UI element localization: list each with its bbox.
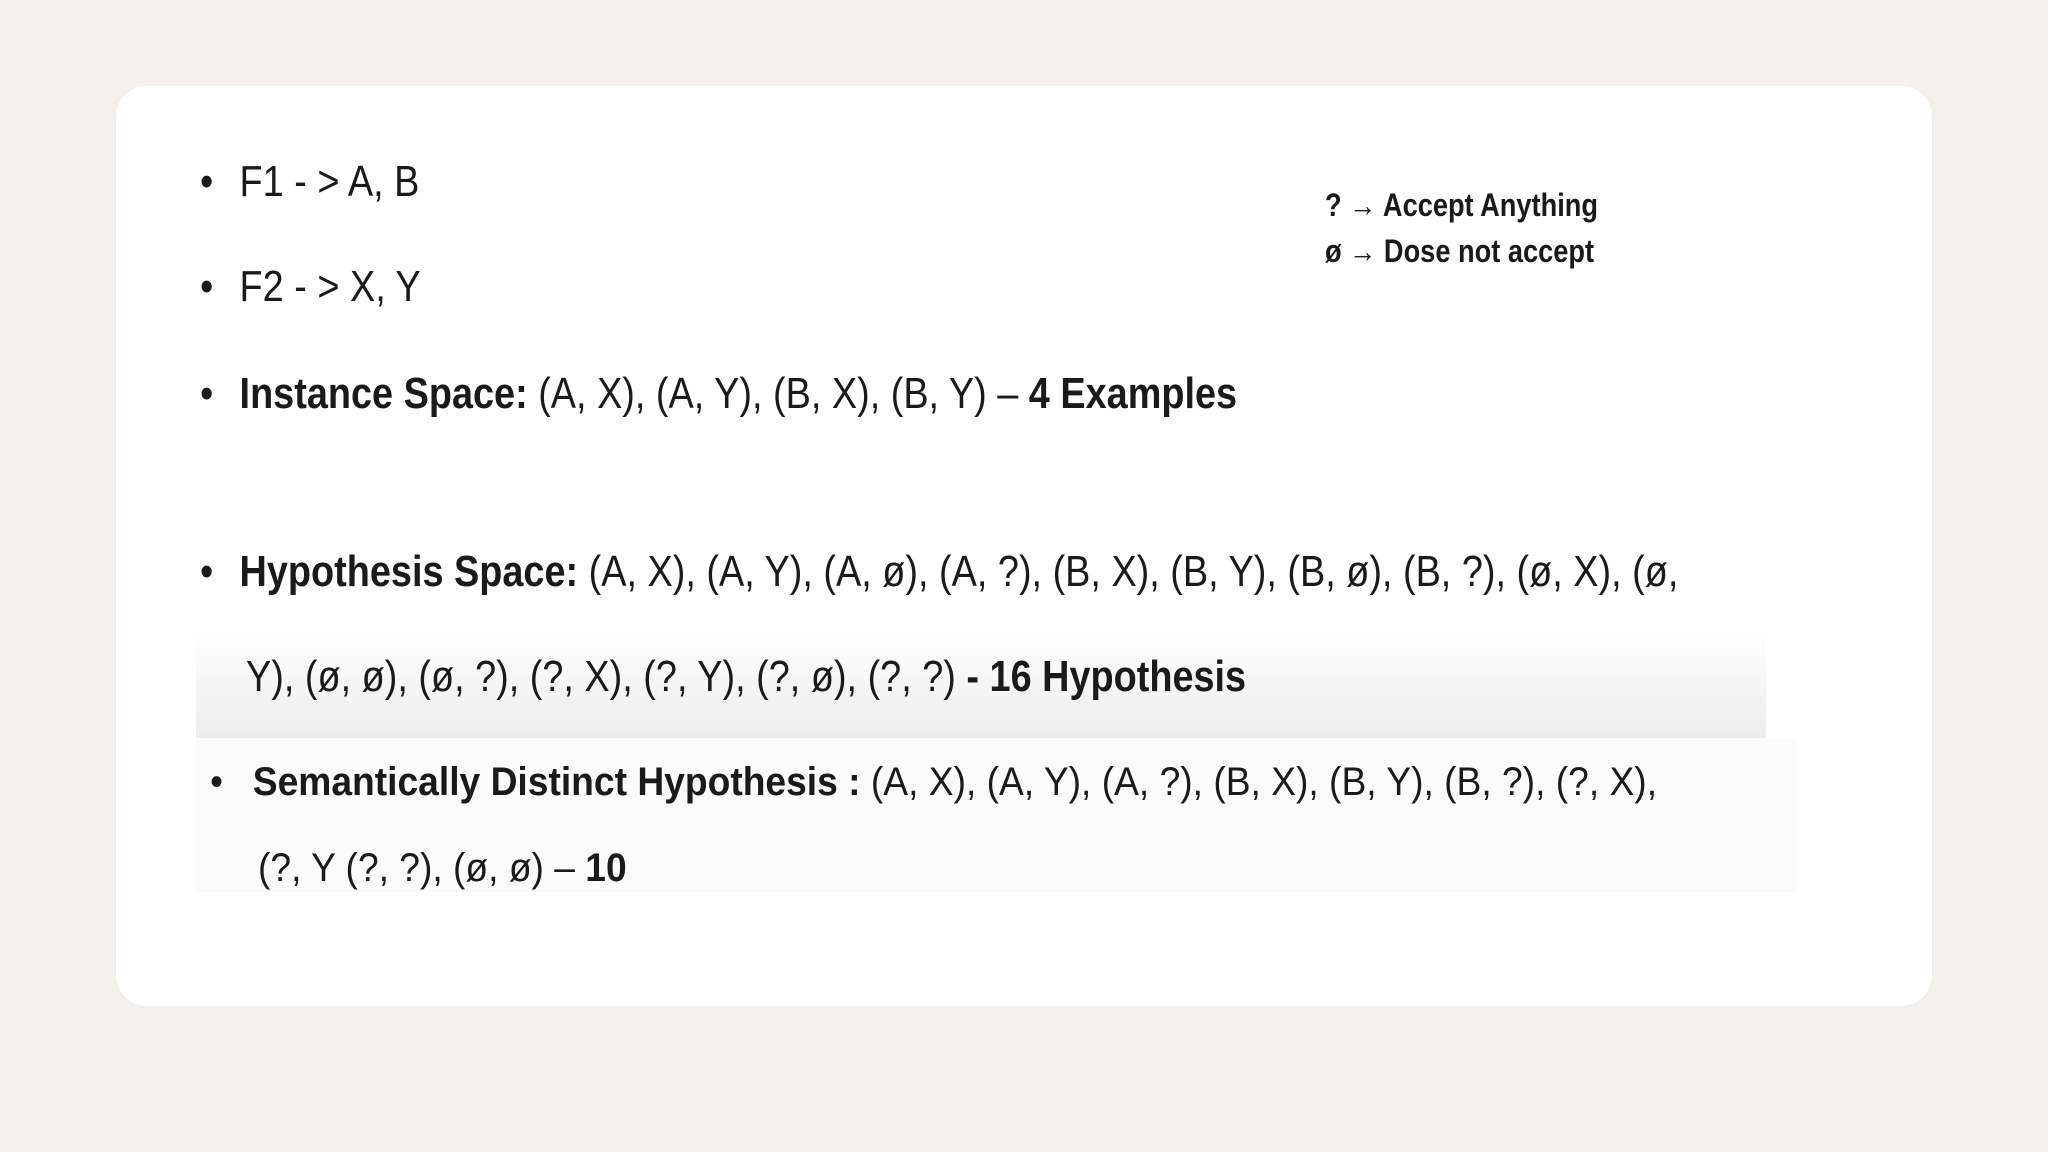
legend-accept-anything xyxy=(1325,182,1598,228)
hypothesis-space-continuation xyxy=(246,652,1247,701)
bullet-dot: • xyxy=(200,157,214,206)
semantic-hypothesis-continuation xyxy=(258,848,627,890)
semantic-hypothesis-label: Semantically Distinct Hypothesis : xyxy=(252,760,861,804)
instance-space-count: 4 Examples xyxy=(1028,369,1238,418)
bullet-semantically-distinct xyxy=(210,762,1657,802)
legend-empty-set-arrow: ø → xyxy=(1325,233,1377,269)
hypothesis-space-values-line1: (A, X), (A, Y), (A, ø), (A, ?), (B, X), (B, Y), (B, ø), (B, ?), (ø, X), (ø, xyxy=(578,547,1679,596)
legend-does-not-accept xyxy=(1325,228,1598,274)
symbol-legend xyxy=(1325,182,1598,274)
legend-not-accept-text: Dose not accept xyxy=(1383,233,1595,269)
bullet-instance-space xyxy=(200,369,1238,418)
f2-text: F2 - > X, Y xyxy=(239,262,421,311)
bullet-dot: • xyxy=(210,760,224,804)
legend-question-arrow: ? → xyxy=(1325,187,1377,223)
semantic-hypothesis-values-line2: (?, Y (?, ?), (ø, ø) – xyxy=(258,848,586,890)
bullet-f2 xyxy=(200,262,421,311)
instance-space-values: (A, X), (A, Y), (B, X), (B, Y) – xyxy=(527,369,1029,418)
bullet-dot: • xyxy=(200,547,214,596)
instance-space-label: Instance Space: xyxy=(239,369,528,418)
hypothesis-space-values-line2: Y), (ø, ø), (ø, ?), (?, X), (?, Y), (?, ø), (?, ?) xyxy=(246,652,967,701)
bullet-dot: • xyxy=(200,262,214,311)
f1-text: F1 - > A, B xyxy=(239,157,420,206)
bullet-dot: • xyxy=(200,369,214,418)
hypothesis-space-label: Hypothesis Space: xyxy=(239,547,579,596)
hypothesis-space-count: - 16 Hypothesis xyxy=(966,652,1247,701)
semantic-hypothesis-count: 10 xyxy=(585,848,627,890)
bullet-hypothesis-space xyxy=(200,547,1679,596)
legend-accept-text: Accept Anything xyxy=(1382,187,1599,223)
semantic-hypothesis-values-line1: (A, X), (A, Y), (A, ?), (B, X), (B, Y), (B, ?), (?, X), xyxy=(860,760,1658,804)
bullet-f1 xyxy=(200,157,420,206)
